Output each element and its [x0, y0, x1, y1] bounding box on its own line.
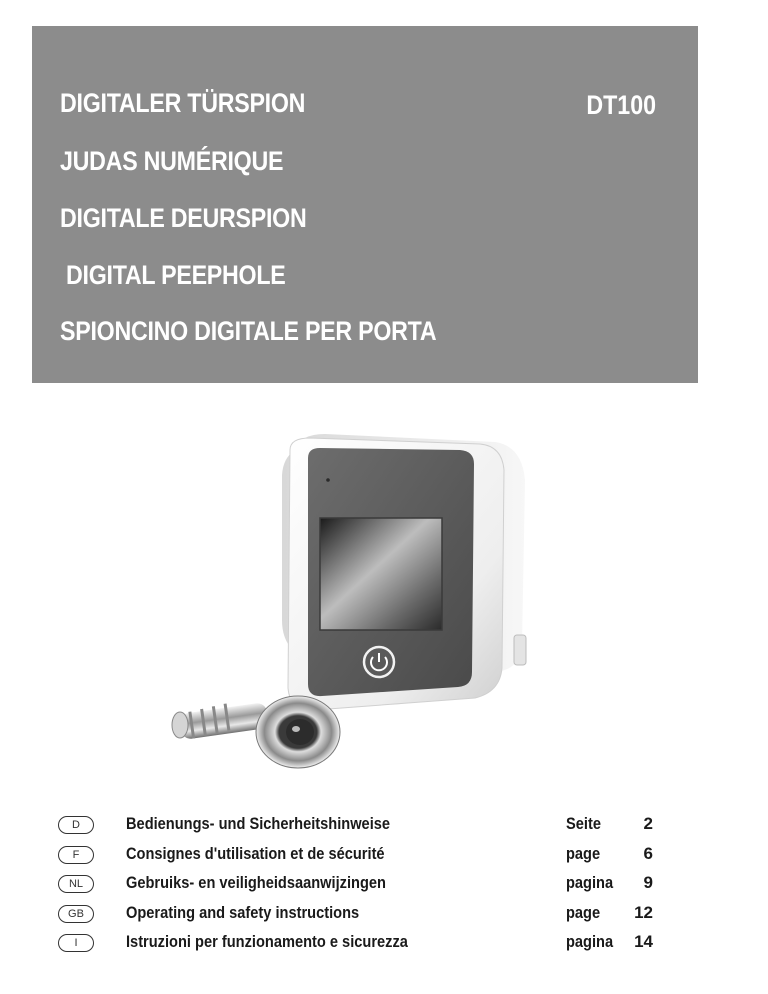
page-word: page [566, 844, 601, 863]
title-fr: JUDAS NUMÉRIQUE [60, 146, 284, 176]
title-nl: DIGITALE DEURSPION [60, 203, 307, 233]
door-camera [172, 696, 340, 768]
language-badge: F [58, 846, 94, 864]
toc-row-gb[interactable] [58, 902, 678, 928]
page-number: 6 [643, 844, 653, 863]
toc-row-nl[interactable] [58, 872, 678, 898]
toc-title: Operating and safety instructions [126, 903, 360, 922]
title-gb: DIGITAL PEEPHOLE [66, 260, 286, 290]
toc-title: Gebruiks- en veiligheidsaanwijzingen [126, 873, 386, 892]
page-number: 9 [643, 873, 653, 892]
model-number: DT100 [586, 90, 656, 120]
title-de: DIGITALER TÜRSPION [60, 88, 306, 118]
toc-title: Bedienungs- und Sicherheitshinweise [126, 814, 391, 833]
language-badge: GB [58, 905, 94, 923]
page-number: 12 [634, 903, 653, 922]
toc-title: Consignes d'utilisation et de sécurité [126, 844, 385, 863]
page-word: pagina [566, 932, 614, 951]
product-image [150, 420, 550, 790]
language-badge: D [58, 816, 94, 834]
toc-row-d[interactable] [58, 813, 678, 839]
page-word: page [566, 903, 601, 922]
page-word: pagina [566, 873, 614, 892]
screen [320, 518, 442, 630]
viewer-device [282, 434, 526, 710]
language-badge: I [58, 934, 94, 952]
page-word: Seite [566, 814, 601, 833]
title-banner [32, 26, 698, 383]
power-button[interactable] [364, 647, 394, 677]
page-number: 14 [634, 932, 653, 951]
language-badge: NL [58, 875, 94, 893]
toc-row-i[interactable] [58, 931, 678, 957]
page-number: 2 [643, 814, 653, 833]
toc-title: Istruzioni per funzionamento e sicurezza [126, 932, 408, 951]
title-it: SPIONCINO DIGITALE PER PORTA [60, 316, 437, 346]
toc-row-f[interactable] [58, 843, 678, 869]
